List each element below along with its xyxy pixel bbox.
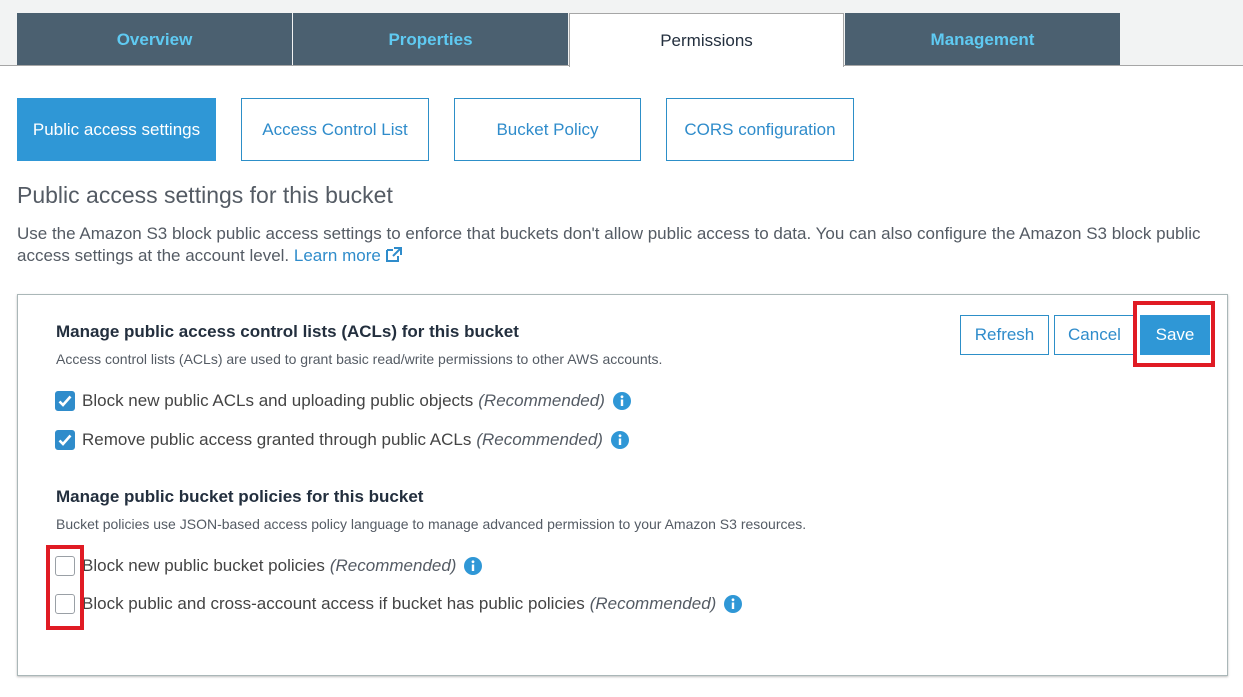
option-label: Block new public bucket policies [82, 556, 325, 575]
info-icon[interactable] [464, 557, 482, 575]
option-label: Block new public ACLs and uploading public objects [82, 391, 474, 410]
external-link-icon [385, 247, 403, 269]
option-label: Remove public access granted through public ACLs [82, 430, 472, 449]
acl-section-title: Manage public access control lists (ACLs) for this bucket [56, 322, 519, 341]
subtab-access-control-list[interactable]: Access Control List [241, 98, 429, 161]
description-text: Use the Amazon S3 block public access settings to enforce that buckets don't allow public access to data. You can also configure the Amazon S3 block public access settings at the account level. [17, 224, 1201, 265]
policy-option-block-cross-account [55, 594, 742, 614]
checkbox-block-new-public-policies[interactable] [55, 556, 75, 576]
recommended-note: (Recommended) [329, 556, 457, 575]
tab-properties[interactable]: Properties [293, 13, 568, 66]
recommended-note: (Recommended) [589, 594, 717, 613]
checkbox-remove-public-access-acls[interactable] [55, 430, 75, 450]
tab-management[interactable]: Management [845, 13, 1120, 66]
tab-permissions[interactable]: Permissions [569, 13, 844, 67]
save-button[interactable]: Save [1140, 315, 1210, 355]
acl-option-block-new [55, 391, 631, 411]
refresh-button[interactable]: Refresh [960, 315, 1049, 355]
settings-panel [17, 294, 1228, 676]
checkbox-block-new-public-acls[interactable] [55, 391, 75, 411]
checkmark-icon [58, 395, 72, 407]
policy-option-block-new [55, 556, 482, 576]
recommended-note: (Recommended) [478, 391, 605, 410]
info-icon[interactable] [613, 392, 631, 410]
option-label: Block public and cross-account access if bucket has public policies [82, 594, 585, 613]
subtab-cors-configuration[interactable]: CORS configuration [666, 98, 854, 161]
page-title: Public access settings for this bucket [17, 182, 393, 208]
info-icon[interactable] [611, 431, 629, 449]
page-description [17, 223, 1217, 269]
cancel-button[interactable]: Cancel [1054, 315, 1135, 355]
info-icon[interactable] [724, 595, 742, 613]
subtab-bucket-policy[interactable]: Bucket Policy [454, 98, 641, 161]
acl-section-description: Access control lists (ACLs) are used to grant basic read/write permissions to other AWS accounts. [56, 351, 663, 367]
learn-more-link[interactable] [294, 246, 403, 265]
tab-overview[interactable]: Overview [17, 13, 292, 66]
acl-option-remove-public [55, 430, 629, 450]
learn-more-label: Learn more [293, 246, 381, 265]
checkmark-icon [58, 434, 72, 446]
policy-section-title: Manage public bucket policies for this bucket [56, 487, 424, 506]
recommended-note: (Recommended) [476, 430, 603, 449]
subtab-public-access-settings[interactable]: Public access settings [17, 98, 216, 161]
policy-section-description: Bucket policies use JSON-based access policy language to manage advanced permission to your Amazon S3 resources. [56, 516, 807, 532]
checkbox-block-cross-account-access[interactable] [55, 594, 75, 614]
